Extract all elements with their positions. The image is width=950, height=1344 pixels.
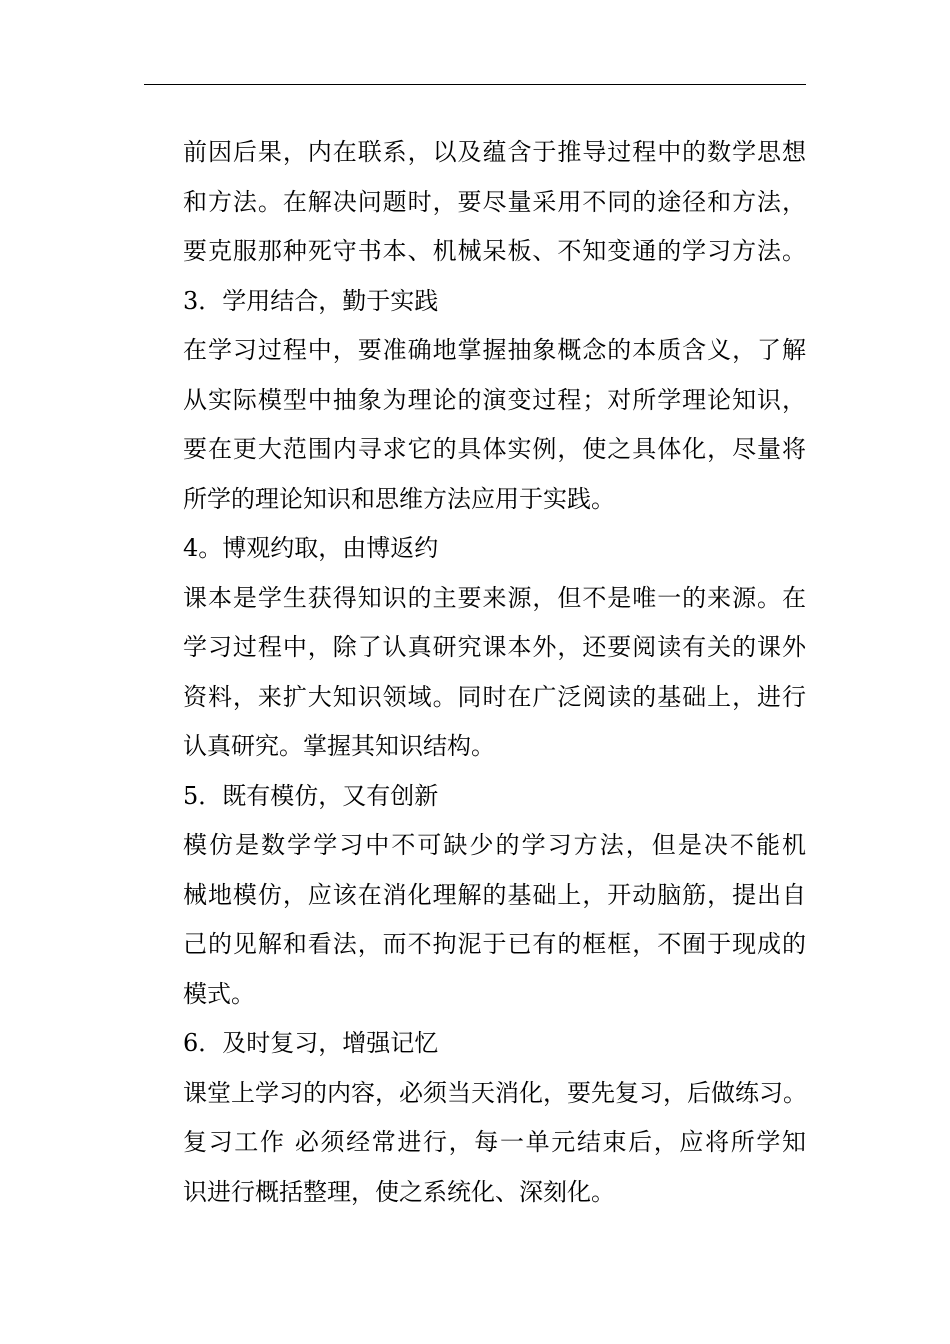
text-line: 前因后果，内在联系，以及蕴含于推导过程中的数学思想 xyxy=(183,138,806,166)
text-line: 模式。 xyxy=(183,979,255,1008)
text-line: 课本是学生获得知识的主要来源，但不是唯一的来源。在 xyxy=(183,583,806,612)
text-line: 械地模仿，应该在消化理解的基础上，开动脑筋，提出自 xyxy=(183,880,806,909)
text-line: 在学习过程中，要准确地掌握抽象概念的本质含义，了解 xyxy=(183,336,806,364)
text-line: 所学的理论知识和思维方法应用于实践。 xyxy=(183,484,615,513)
text-line: 从实际模型中抽象为理论的演变过程；对所学理论知识， xyxy=(183,385,806,414)
text-line: 己的见解和看法，而不拘泥于已有的框框，不囿于现成的 xyxy=(183,930,806,958)
section-heading: 4。博观约取，由博返约 xyxy=(183,534,439,562)
section-heading: 5．既有模仿，又有创新 xyxy=(183,781,439,810)
text-line: 和方法。在解决问题时，要尽量采用不同的途径和方法， xyxy=(183,187,806,216)
text-line: 学习过程中，除了认真研究课本外，还要阅读有关的课外 xyxy=(183,633,806,661)
text-line: 复习工作 必须经常进行，每一单元结束后，应将所学知 xyxy=(183,1128,806,1156)
section-heading: 6．及时复习，增强记忆 xyxy=(183,1029,439,1057)
text-line: 要克服那种死守书本、机械呆板、不知变通的学习方法。 xyxy=(183,237,806,265)
text-line: 要在更大范围内寻求它的具体实例，使之具体化，尽量将 xyxy=(183,435,806,463)
document-body xyxy=(183,128,806,1217)
text-line: 资料，来扩大知识领域。同时在广泛阅读的基础上，进行 xyxy=(183,682,806,711)
text-line: 识进行概括整理，使之系统化、深刻化。 xyxy=(183,1177,615,1206)
text-line: 模仿是数学学习中不可缺少的学习方法，但是决不能机 xyxy=(183,831,806,859)
section-heading: 3．学用结合，勤于实践 xyxy=(183,286,439,315)
header-rule xyxy=(144,84,806,85)
text-line: 课堂上学习的内容，必须当天消化，要先复习，后做练习。 xyxy=(183,1078,807,1107)
text-line: 认真研究。掌握其知识结构。 xyxy=(183,732,495,760)
